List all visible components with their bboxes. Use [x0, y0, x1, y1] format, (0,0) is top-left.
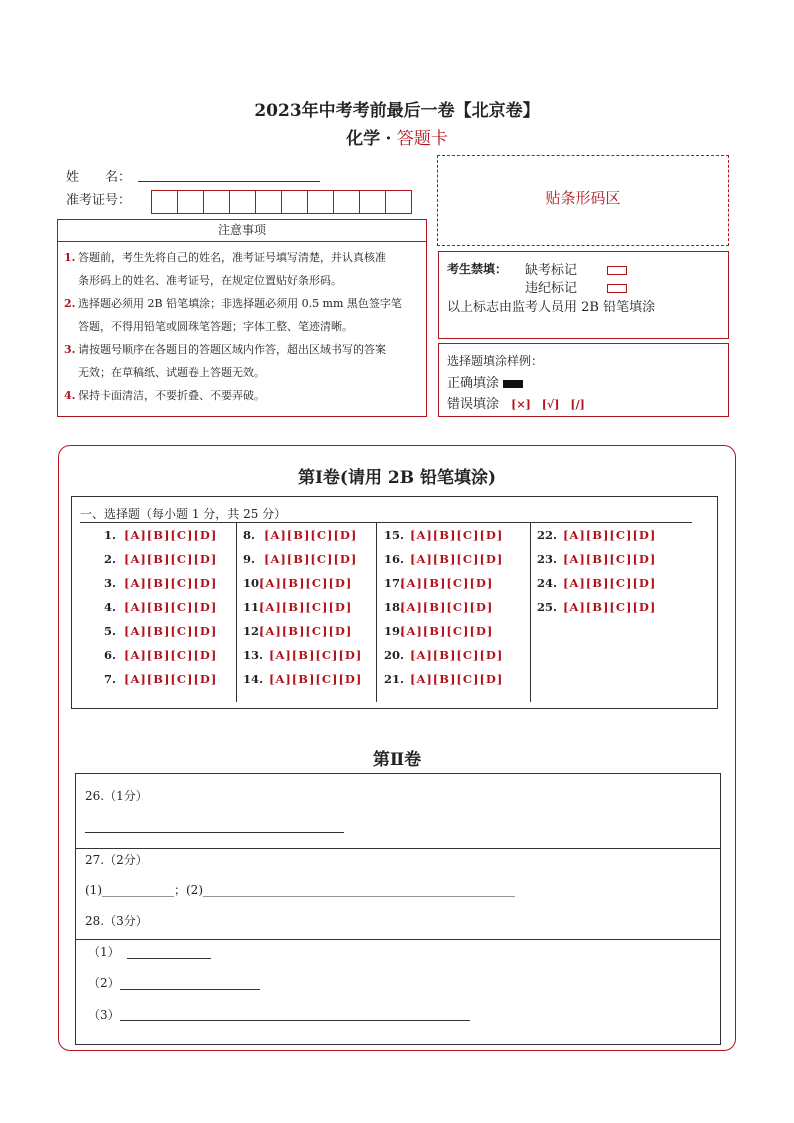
mcq-question-20 [384, 648, 504, 662]
question-number: 16. [384, 552, 405, 566]
question-number: 8. [243, 528, 256, 542]
mcq-question-22 [537, 528, 657, 542]
option-bubbles[interactable]: [A][B][C][D] [124, 552, 218, 566]
notice-item-cont: 无效；在草稿纸、试题卷上答题无效。 [78, 366, 265, 379]
mcq-question-17 [384, 576, 494, 590]
notice-box [57, 241, 427, 417]
option-bubbles[interactable]: [A][B][C][D] [269, 648, 363, 662]
question-number: 15. [384, 528, 405, 542]
notice-item: 4. 保持卡面清洁，不要折叠、不要弄破。 [64, 389, 265, 402]
id-digit-box[interactable] [203, 190, 230, 214]
option-bubbles[interactable]: [A][B][C][D] [410, 672, 504, 686]
option-bubbles[interactable]: [A][B][C][D] [563, 600, 657, 614]
exam-id-label: 准考证号： [66, 193, 132, 208]
name-label: 姓 名： [66, 170, 132, 185]
mcq-question-19 [384, 624, 494, 638]
question-number: 17. [384, 576, 405, 590]
option-bubbles[interactable]: [A][B][C][D] [264, 552, 358, 566]
fill-sample-box [438, 343, 729, 417]
sample-title: 选择题填涂样例： [447, 354, 544, 368]
column-divider [236, 522, 237, 702]
mcq-question-24 [537, 576, 657, 590]
mcq-question-21 [384, 672, 504, 686]
id-digit-box[interactable] [177, 190, 204, 214]
option-bubbles[interactable]: [A][B][C][D] [259, 600, 353, 614]
forbidden-label: 考生禁填： [447, 262, 508, 276]
q28-part3-line[interactable] [120, 1019, 470, 1021]
mcq-question-10 [243, 576, 353, 590]
mcq-question-23 [537, 552, 657, 566]
option-bubbles[interactable]: [A][B][C][D] [259, 624, 353, 638]
q-divider [76, 939, 720, 940]
q28-label: 28.（3分） [85, 914, 148, 928]
question-number: 5. [104, 624, 117, 638]
q26-label: 26.（1分） [85, 789, 148, 803]
mcq-question-12 [243, 624, 353, 638]
question-number: 1. [104, 528, 117, 542]
option-bubbles[interactable]: [A][B][C][D] [563, 552, 657, 566]
mcq-question-9 [243, 552, 358, 566]
mcq-question-4 [104, 600, 218, 614]
id-digit-box[interactable] [281, 190, 308, 214]
answer-card-label: 答题卡 [396, 129, 448, 149]
question-number: 10. [243, 576, 264, 590]
option-bubbles[interactable]: [A][B][C][D] [410, 552, 504, 566]
question-number: 6. [104, 648, 117, 662]
question-number: 23. [537, 552, 558, 566]
wrong-fill-marks: [×] [√] [/] [511, 398, 585, 411]
question-number: 21. [384, 672, 405, 686]
notice-item: 1. 答题前，考生先将自己的姓名，准考证号填写清楚，并认真核准 [64, 251, 386, 264]
option-bubbles[interactable]: [A][B][C][D] [124, 672, 218, 686]
question-number: 3. [104, 576, 117, 590]
question-number: 14. [243, 672, 264, 686]
q28-part1-line[interactable] [127, 957, 211, 959]
mcq-question-18 [384, 600, 494, 614]
id-digit-box[interactable] [333, 190, 360, 214]
page-title: 2023年中考考前最后一卷【北京卷】 [254, 101, 540, 121]
notice-item: 2. 选择题必须用 2B 铅笔填涂；非选择题必须用 0.5 mm 黑色签字笔 [64, 297, 402, 310]
question-number: 9. [243, 552, 256, 566]
id-digit-box[interactable] [151, 190, 178, 214]
q28-part3-label: （3） [88, 1008, 120, 1022]
forbidden-note: 以上标志由监考人员用 2B 铅笔填涂 [447, 300, 656, 315]
part2-box [75, 773, 721, 1045]
mcq-question-1 [104, 528, 218, 542]
q28-part2-label: （2） [88, 976, 120, 990]
option-bubbles[interactable]: [A][B][C][D] [563, 576, 657, 590]
option-bubbles[interactable]: [A][B][C][D] [410, 648, 504, 662]
section-underline [80, 522, 692, 523]
question-number: 19. [384, 624, 405, 638]
mcq-question-25 [537, 600, 657, 614]
option-bubbles[interactable]: [A][B][C][D] [400, 624, 494, 638]
q27-label: 27.（2分） [85, 853, 148, 867]
violation-mark-label: 违纪标记 [525, 281, 578, 296]
question-number: 20. [384, 648, 405, 662]
mcq-question-11 [243, 600, 353, 614]
subject-name: 化学 [346, 129, 381, 149]
mcq-question-13 [243, 648, 363, 662]
id-digit-box[interactable] [359, 190, 386, 214]
id-digit-box[interactable] [307, 190, 334, 214]
mcq-question-8 [243, 528, 358, 542]
option-bubbles[interactable]: [A][B][C][D] [269, 672, 363, 686]
column-divider [376, 522, 377, 702]
absent-mark-box[interactable] [607, 260, 627, 279]
q27-answer-lines[interactable]: (1)____________；(2)____________________________________________________ [85, 883, 515, 897]
mcq-question-5 [104, 624, 218, 638]
page-subtitle [0, 124, 794, 149]
question-number: 24. [537, 576, 558, 590]
option-bubbles[interactable]: [A][B][C][D] [400, 600, 494, 614]
separator-dot: · [385, 129, 392, 149]
proctor-mark-box [438, 251, 729, 339]
id-digit-box[interactable] [385, 190, 412, 214]
question-number: 4. [104, 600, 117, 614]
question-number: 13. [243, 648, 264, 662]
option-bubbles[interactable]: [A][B][C][D] [264, 528, 358, 542]
absent-mark-label: 缺考标记 [525, 263, 578, 278]
q28-part2-line[interactable] [120, 988, 260, 990]
mcq-question-7 [104, 672, 218, 686]
name-field[interactable] [138, 180, 320, 182]
q-divider [76, 848, 720, 849]
question-number: 7. [104, 672, 117, 686]
notice-header [57, 219, 427, 242]
notice-item-cont: 条形码上的姓名、准考证号，在规定位置贴好条形码。 [78, 274, 342, 287]
option-bubbles[interactable]: [A][B][C][D] [410, 528, 504, 542]
option-bubbles[interactable]: [A][B][C][D] [124, 528, 218, 542]
option-bubbles[interactable]: [A][B][C][D] [124, 624, 218, 638]
mcq-question-14 [243, 672, 363, 686]
option-bubbles[interactable]: [A][B][C][D] [259, 576, 353, 590]
question-number: 12. [243, 624, 264, 638]
question-number: 2. [104, 552, 117, 566]
option-bubbles[interactable]: [A][B][C][D] [124, 576, 218, 590]
question-number: 18. [384, 600, 405, 614]
mcq-question-6 [104, 648, 218, 662]
mcq-question-2 [104, 552, 218, 566]
column-divider [530, 522, 531, 702]
mcq-section-title: 一、选择题（每小题 1 分，共 25 分） [80, 507, 287, 521]
question-number: 11. [243, 600, 264, 614]
option-bubbles[interactable]: [A][B][C][D] [124, 648, 218, 662]
question-number: 22. [537, 528, 558, 542]
correct-fill-label: 正确填涂 [447, 372, 523, 391]
violation-mark-box[interactable] [607, 278, 627, 297]
notice-item: 3. 请按题号顺序在各题目的答题区域内作答，超出区域书写的答案 [64, 343, 386, 356]
option-bubbles[interactable]: [A][B][C][D] [563, 528, 657, 542]
part2-title: 第Ⅱ卷 [372, 750, 422, 770]
mcq-question-15 [384, 528, 504, 542]
exam-id-boxes[interactable] [152, 190, 412, 214]
q28-part1-label: （1） [88, 945, 120, 959]
barcode-area-label: 贴条形码区 [545, 189, 621, 207]
wrong-fill-label: 错误填涂 [×] [√] [/] [447, 397, 585, 412]
part1-title: 第Ⅰ卷(请用 2B 铅笔填涂) [297, 468, 497, 488]
notice-heading: 注意事项 [217, 223, 266, 237]
mcq-question-3 [104, 576, 218, 590]
correct-fill-mark [503, 380, 523, 388]
id-digit-box[interactable] [229, 190, 256, 214]
option-bubbles[interactable]: [A][B][C][D] [400, 576, 494, 590]
id-digit-box[interactable] [255, 190, 282, 214]
q26-answer-line[interactable] [85, 831, 344, 833]
option-bubbles[interactable]: [A][B][C][D] [124, 600, 218, 614]
notice-item-cont: 答题，不得用铅笔或圆珠笔答题；字体工整、笔迹清晰。 [78, 320, 353, 333]
mcq-question-16 [384, 552, 504, 566]
barcode-area [437, 155, 729, 246]
question-number: 25. [537, 600, 558, 614]
